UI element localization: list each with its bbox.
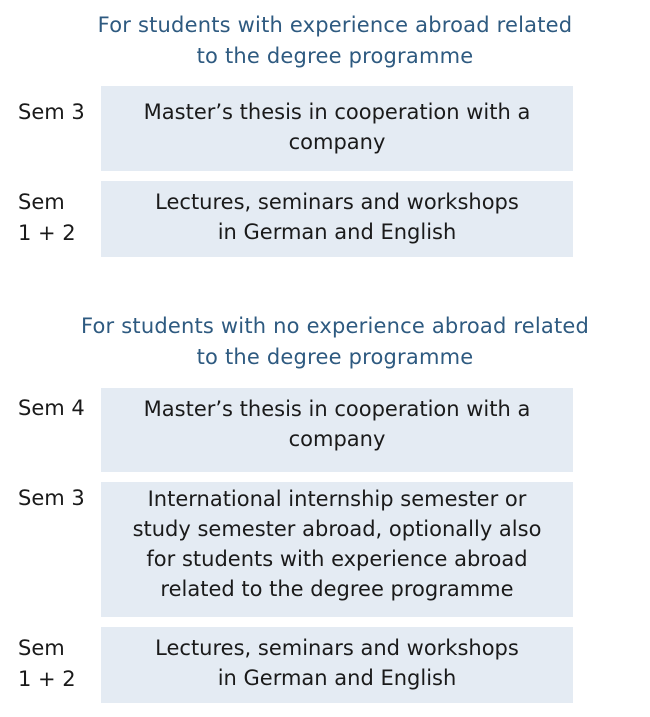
semester-box: Lectures, seminars and workshops in German and English [101, 627, 573, 703]
semester-label: Sem 1 + 2 [18, 190, 76, 245]
semester-label: Sem 3 [18, 100, 85, 124]
semester-box: International internship semester or study semester abroad, optionally also for students with experience abroad related to the degree programme [101, 482, 573, 617]
semester-label: Sem 1 + 2 [18, 636, 76, 691]
semester-box: Lectures, seminars and workshops in German and English [101, 181, 573, 257]
section-heading: For students with experience abroad related to the degree programme [97, 13, 573, 68]
semester-box: Master’s thesis in cooperation with a company [101, 86, 573, 171]
semester-label: Sem 3 [18, 486, 85, 510]
semester-label: Sem 4 [18, 396, 85, 420]
semester-box: Master’s thesis in cooperation with a company [101, 388, 573, 472]
section-heading: For students with no experience abroad related to the degree programme [80, 314, 590, 369]
